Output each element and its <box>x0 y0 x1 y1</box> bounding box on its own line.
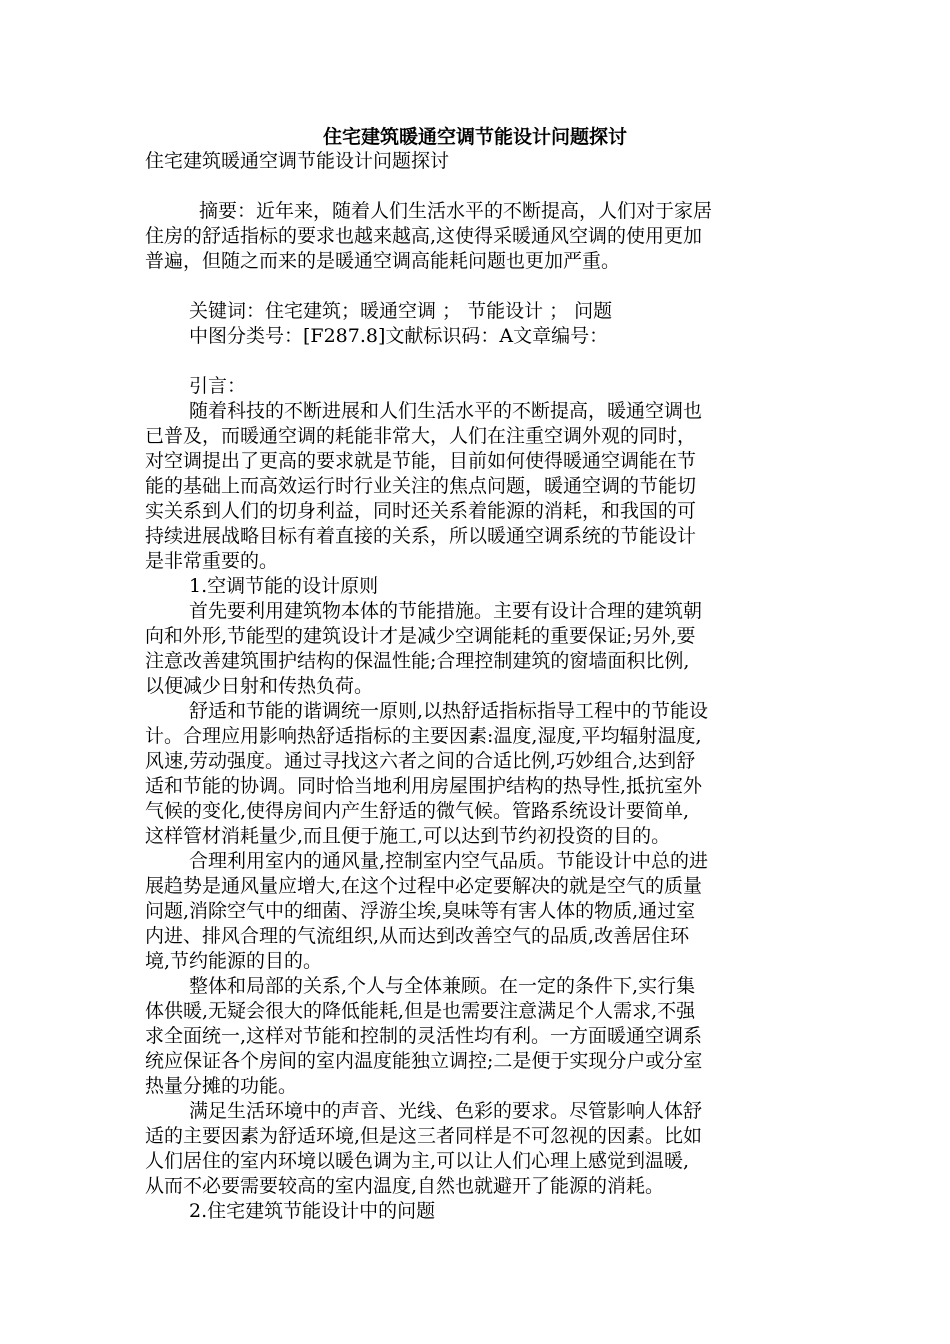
intro-line: 能的基础上而高效运行时行业关注的焦点问题，暖通空调的节能切 <box>145 475 697 497</box>
paragraph-5-line: 满足生活环境中的声音、光线、色彩的要求。尽管影响人体舒 <box>189 1100 703 1122</box>
intro-line: 随着科技的不断进展和人们生活水平的不断提高，暖通空调也 <box>189 400 703 422</box>
document-body <box>145 149 805 1224</box>
paragraph-4-line: 统应保证各个房间的室内温度能独立调控;二是便于实现分户或分室 <box>145 1050 703 1072</box>
abstract-line: 摘要：近年来，随着人们生活水平的不断提高，人们对于家居 <box>199 200 713 222</box>
paragraph-5-line: 从而不必要需要较高的室内温度,自然也就避开了能源的消耗。 <box>145 1175 665 1197</box>
section-2-heading: 2.住宅建筑节能设计中的问题 <box>189 1200 436 1222</box>
paragraph-5-line: 人们居住的室内环境以暖色调为主,可以让人们心理上感觉到温暖, <box>145 1150 690 1172</box>
paragraph-3-line: 境,节约能源的目的。 <box>145 950 323 972</box>
paragraph-4-line: 求全面统一,这样对节能和控制的灵活性均有利。一方面暖通空调系 <box>145 1025 703 1047</box>
intro-line: 实关系到人们的切身利益，同时还关系着能源的消耗，和我国的可 <box>145 500 697 522</box>
paragraph-2-line: 气候的变化,使得房间内产生舒适的微气候。管路系统设计要简单, <box>145 800 690 822</box>
paragraph-4-line: 体供暖,无疑会很大的降低能耗,但是也需要注意满足个人需求,不强 <box>145 1000 696 1022</box>
paragraph-5-line: 适的主要因素为舒适环境,但是这三者同样是不可忽视的因素。比如 <box>145 1125 703 1147</box>
paragraph-1-line: 以便减少日射和传热负荷。 <box>145 675 374 697</box>
blank-line <box>145 349 805 374</box>
paragraph-2-line: 舒适和节能的谐调统一原则,以热舒适指标指导工程中的节能设 <box>189 700 709 722</box>
intro-line: 是非常重要的。 <box>145 550 279 572</box>
blank-line <box>145 274 805 299</box>
paragraph-2-line: 这样管材消耗量少,而且便于施工,可以达到节约初投资的目的。 <box>145 825 671 847</box>
intro-heading: 引言： <box>189 375 247 397</box>
paragraph-4-line: 整体和局部的关系,个人与全体兼顾。在一定的条件下,实行集 <box>189 975 696 997</box>
section-1-heading: 1.空调节能的设计原则 <box>189 575 379 597</box>
document-subtitle: 住宅建筑暖通空调节能设计问题探讨 <box>145 150 450 172</box>
classification-line: 中图分类号：[F287.8]文献标识码：A文章编号： <box>189 325 609 347</box>
paragraph-1-line: 注意改善建筑围护结构的保温性能;合理控制建筑的窗墙面积比例, <box>145 650 690 672</box>
paragraph-2-line: 适和节能的协调。同时恰当地利用房屋围护结构的热导性,抵抗室外 <box>145 775 703 797</box>
paragraph-3-line: 问题,消除空气中的细菌、浮游尘埃,臭味等有害人体的物质,通过室 <box>145 900 696 922</box>
document-title: 住宅建筑暖通空调节能设计问题探讨 <box>322 126 627 148</box>
paragraph-2-line: 计。合理应用影响热舒适指标的主要因素:温度,湿度,平均辐射温度, <box>145 725 702 747</box>
paragraph-1-line: 首先要利用建筑物本体的节能措施。主要有设计合理的建筑朝 <box>189 600 703 622</box>
intro-line: 对空调提出了更高的要求就是节能，目前如何使得暖通空调能在节 <box>145 450 697 472</box>
paragraph-3-line: 展趋势是通风量应增大,在这个过程中必定要解决的就是空气的质量 <box>145 875 703 897</box>
paragraph-3-line: 内进、排风合理的气流组织,从而达到改善空气的品质,改善居住环 <box>145 925 690 947</box>
paragraph-2-line: 风速,劳动强度。通过寻找这六者之间的合适比例,巧妙组合,达到舒 <box>145 750 696 772</box>
paragraph-4-line: 热量分摊的功能。 <box>145 1075 298 1097</box>
paragraph-3-line: 合理利用室内的通风量,控制室内空气品质。节能设计中总的进 <box>189 850 709 872</box>
intro-line: 已普及，而暖通空调的耗能非常大，人们在注重空调外观的同时， <box>145 425 697 447</box>
abstract-line: 住房的舒适指标的要求也越来越高,这使得采暖通风空调的使用更加 <box>145 225 703 247</box>
blank-line <box>145 174 805 199</box>
paragraph-1-line: 向和外形,节能型的建筑设计才是减少空调能耗的重要保证;另外,要 <box>145 625 696 647</box>
keywords-line: 关键词：住宅建筑；暖通空调 ； 节能设计 ； 问题 <box>189 300 613 322</box>
intro-line: 持续进展战略目标有着直接的关系，所以暖通空调系统的节能设计 <box>145 525 697 547</box>
abstract-line: 普遍，但随之而来的是暖通空调高能耗问题也更加严重。 <box>145 250 621 272</box>
